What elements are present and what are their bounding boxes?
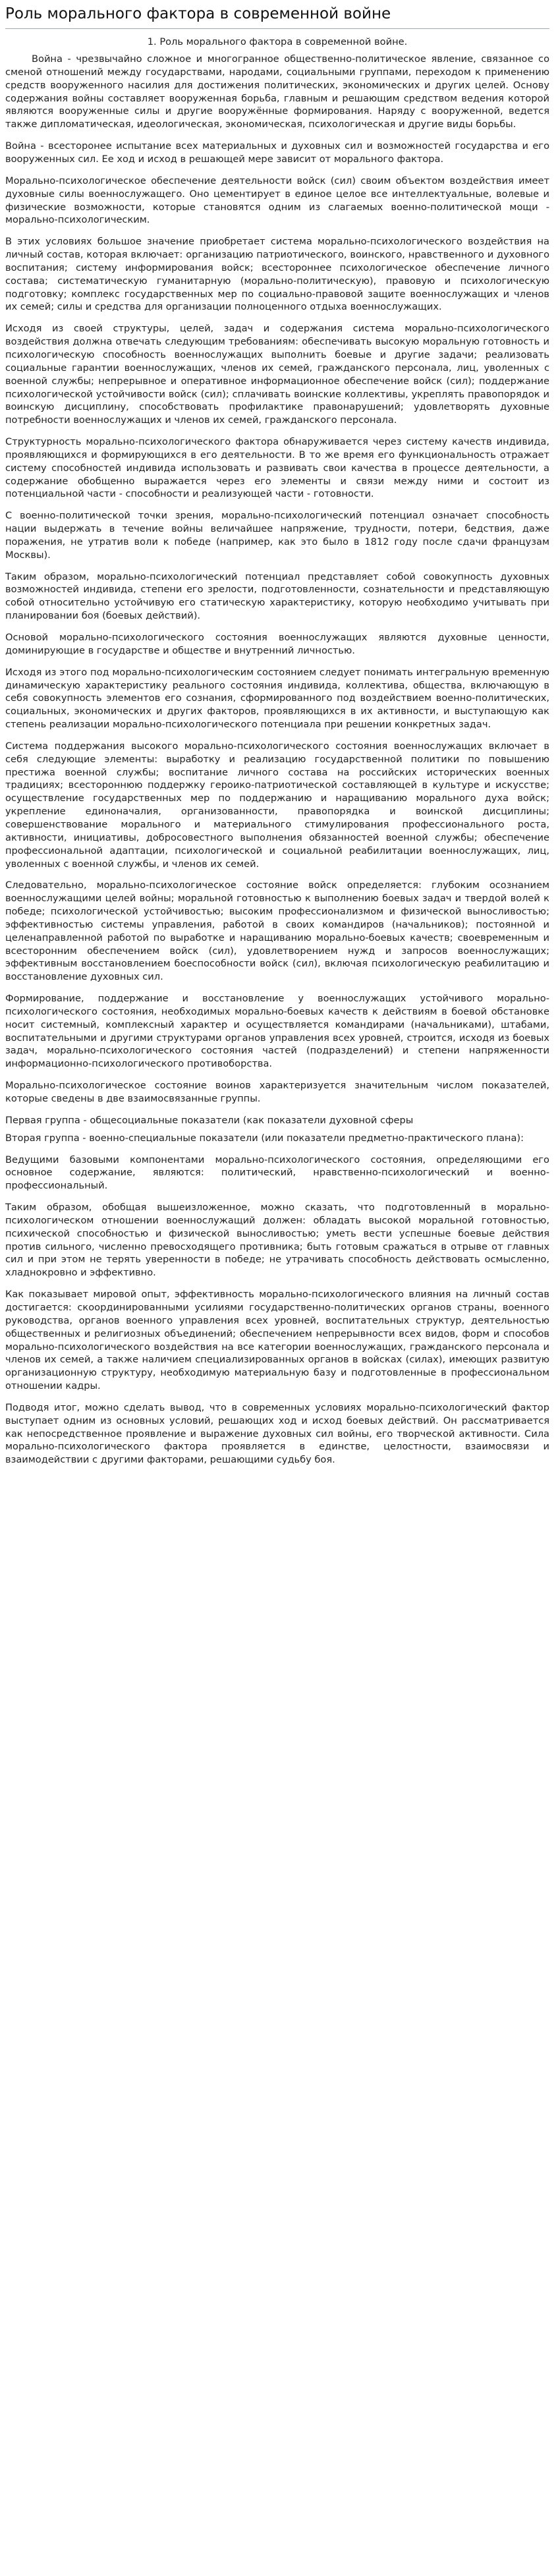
paragraph-12: Следовательно, морально-психологическое состояние войск определяется: глубоким осознанием военнослужащими целей войны; моральной готовностью к выполнению боевых задач и твердой волей к победе; психологической устойчивостью; высоким профессионализмом и физической выносливостью; эффективностью системы управления, работой в своих командиров (начальников); постоянной и целенаправленной работой по выработке и наращиванию морально-боевых качеств; своевременным и всесторонним обеспечением войск (сил), удовлетворением нужд и запросов военнослужащих; эффективным восстановлением боеспособности войск (сил), включая психологическую реабилитацию и восстановление духовных сил. <box>5 880 549 983</box>
paragraph-7: С военно-политической точки зрения, морально-психологический потенциал означает способность нации выдержать в течение войны величайшее напряжение, трудности, потери, бедствия, даже поражения, не утратив воли к победе (например, как это было в 1812 году после сдачи французам Москвы). <box>5 510 549 561</box>
page-title: Роль морального фактора в современной войне <box>5 4 549 29</box>
paragraph-18: Таким образом, обобщая вышеизложенное, можно сказать, что подготовленный в морально-психологическом отношении военнослужащий должен: обладать высокой моральной готовностью, психической способностью и физической выносливостью; уметь вести успешные боевые действия против сильного, численно превосходящего противника; быть готовым сражаться в отрыве от главных сил и при этом не терять уверенности в победе; не утрачивать способность действовать осмысленно, хладнокровно и эффективно. <box>5 1202 549 1279</box>
paragraph-3: Морально-психологическое обеспечение деятельности войск (сил) своим объектом воздействия имеет духовные силы военнослужащего. Оно цементирует в единое целое все интеллектуальные, волевые и физические возможности, которые становятся одним из слагаемых военно-политической мощи - морально-психологическим. <box>5 175 549 226</box>
paragraph-13: Формирование, поддержание и восстановление у военнослужащих устойчивого морально-психологического состояния, необходимых морально-боевых качеств к действиям в боевой обстановке носит системный, комплексный характер и осуществляется командирами (начальниками), штабами, воспитательными и другими структурами органов управления всех уровней, строится, исходя из боевых задач, морально-психологического состояния частей (подразделений) и степени напряженности информационно-психологического противоборства. <box>5 993 549 1070</box>
paragraph-1: Война - чрезвычайно сложное и многогранное общественно-политическое явление, связанное со сменой отношений между государствами, народами, социальными группами, переходом к применению средств вооруженного насилия для достижения политических, экономических и других целей. Основу содержания войны составляет вооруженная борьба, главным и решающим средством ведения которой являются вооруженные силы и другие вооружённые формирования. Наряду с вооруженной, ведется также дипломатическая, идеологическая, экономическая, психологическая и другие виды борьбы. <box>5 53 549 130</box>
paragraph-6: Структурность морально-психологического фактора обнаруживается через систему качеств индивида, проявляющихся и формирующихся в его деятельности. В то же время его функциональность отражает систему способностей индивида использовать и развивать свои качества в процессе деятельности, а содержание обобщенно выражается через его элементы и связи между ними и состоит из потенциальной части - способности и реализующей части - готовности. <box>5 436 549 500</box>
paragraph-20: Подводя итог, можно сделать вывод, что в современных условиях морально-психологический фактор выступает одним из основных условий, решающих ход и исход боевых действий. Он рассматривается как непосредственное проявление и выражение духовных сил войны, его творческой активности. Сила морально-психологического фактора проявляется в единстве, целостности, взаимосвязи и взаимодействии с другими факторами, решающими судьбу боя. <box>5 1401 549 1466</box>
paragraph-15: Первая группа - общесоциальные показатели (как показатели духовной сферы <box>5 1114 414 1126</box>
paragraph-19: Как показывает мировой опыт, эффективность морально-психологического влияния на личный состав достигается: скоординированными усилиями государственно-политических органов страны, военного руководства, органов военного управления всех уровней, воспитательных структур, деятельностью общественных и религиозных объединений; обеспечением непрерывности всех видов, форм и способов морально-психологического воздействия на все категории военнослужащих, гражданского персонала и членов их семей, а также наличием специализированных органов в войсках (силах), имеющих развитую организационную структуру, необходимую материальную базу и подготовленные в профессиональном отношении кадры. <box>5 1289 549 1392</box>
paragraph-9: Основой морально-психологического состояния военнослужащих являются духовные ценности, доминирующие в государстве и обществе и внутренний личностью. <box>5 632 549 656</box>
paragraph-5: Исходя из своей структуры, целей, задач и содержания система морально-психологического воздействия должна отвечать следующим требованиям: обеспечивать высокую моральную готовность и психологическую способность военнослужащих выполнить боевые и другие задачи; реализовать социальные гарантии военнослужащих, членов их семей, гражданского персонала, лиц, уволенных с военной службы; непрерывное и оперативное информационное обеспечение войск (сил); поддержание психологической устойчивости войск (сил); сплачивать воинские коллективы, укреплять правопорядок и воинскую дисциплину, способствовать профилактике правонарушений; удовлетворять духовные потребности военнослужащих и членов их семей, гражданского персонала. <box>5 323 549 426</box>
paragraph-16: Вторая группа - военно-специальные показатели (или показатели предметно-практического плана): <box>5 1132 524 1144</box>
section-subtitle: 1. Роль морального фактора в современной войне. <box>147 36 408 48</box>
paragraph-14: Морально-психологическое состояние воинов характеризуется значительным числом показателей, которые сведены в две взаимосвязанные группы. <box>5 1080 549 1105</box>
paragraph-10: Исходя из этого под морально-психологическим состоянием следует понимать интегральную временную динамическую характеристику реального состояния индивида, коллектива, общества, включающую в себя совокупность элементов его сознания, сформированного под воздействием военно-политических, социальных, экономических и других факторов, проявляющихся в их активности, и выступающую как степень реализации морально-психологического потенциала при решении конкретных задач. <box>5 666 549 731</box>
paragraph-11: Система поддержания высокого морально-психологического состояния военнослужащих включает в себя следующие элементы: выработку и реализацию государственной политики по повышению престижа военной службы; воспитание личного состава на российских исторических военных традициях; всестороннюю поддержку героико-патриотической составляющей в культуре и искусстве; осуществление государственных мер по поддержанию и наращиванию морального духа войск; укрепление единоначалия, организованности, правопорядка и воинской дисциплины; совершенствование морального и материального стимулирования профессионального роста, активности, инициативы, добросовестного выполнения обязанностей военной службы; обеспечение профессиональной адаптации, психологической и социальной реабилитации военнослужащих, лиц, уволенных с военной службы, и членов их семей. <box>5 740 549 870</box>
paragraph-17: Ведущими базовыми компонентами морально-психологического состояния, определяющими его основное содержание, являются: политический, нравственно-психологический и военно-профессиональный. <box>5 1154 549 1192</box>
paragraph-2: Война - всесторонее испытание всех материальных и духовных сил и возможностей государства и его вооруженных сил. Ее ход и исход в решающей мере зависит от морального фактора. <box>5 140 549 165</box>
paragraph-8: Таким образом, морально-психологический потенциал представляет собой совокупность духовных возможностей индивида, степени его зрелости, подготовленности, сознательности и представляющую собой относительно устойчивую его статическую характеристику, которую необходимо учитывать при планировании боя (боевых действий). <box>5 571 549 622</box>
paragraph-4: В этих условиях большое значение приобретает система морально-психологического воздействия на личный состав, которая включает: организацию патриотического, воинского, нравственного и духовного воспитания; систему информирования войск; всестороннее психологическое обеспечение личного состава; систематическую гуманитарную (морально-политическую), правовую и психологическую подготовку; комплекс государственных мер по социально-правовой защите военнослужащих и членов их семей; силы и средства для организации полноценного отдыха военнослужащих. <box>5 236 549 313</box>
